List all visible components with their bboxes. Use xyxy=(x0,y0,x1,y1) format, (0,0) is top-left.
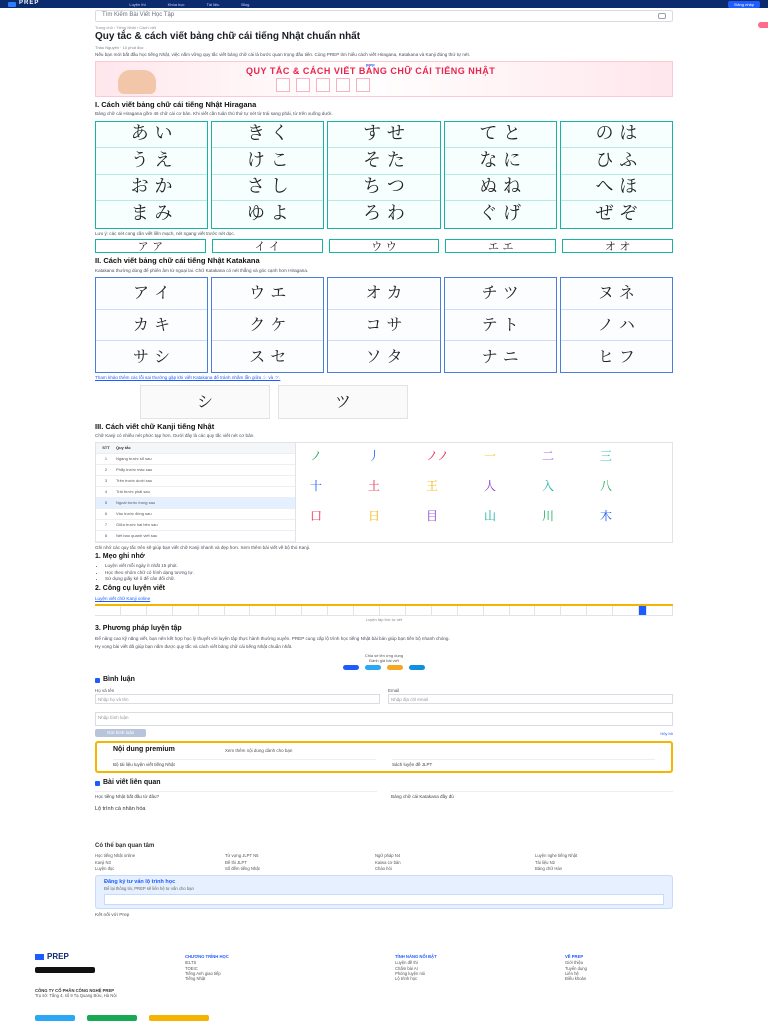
section-heading-katakana: II. Cách viết bảng chữ cái tiếng Nhật Katakana xyxy=(95,256,260,266)
consult-phone-input[interactable] xyxy=(104,894,664,905)
footer-col-programs: CHƯƠNG TRÌNH HỌC IELTS TOEIC Tiếng Anh giao tiếp Tiếng Nhật xyxy=(185,954,395,981)
stroke-example: 土 xyxy=(368,478,381,493)
footer-link[interactable]: Phòng luyện nói xyxy=(395,970,426,976)
stroke-example: 十 xyxy=(310,478,323,493)
footer-link[interactable]: Tuyển dụng xyxy=(565,965,587,971)
kana-row: て と xyxy=(445,122,556,149)
kanji-intro: Chữ Kanji có nhiều nét phức tạp hơn. Dưới đây là các quy tắc viết nét cơ bản. xyxy=(95,433,255,439)
stroke-example: 一 xyxy=(484,448,497,463)
tips-list xyxy=(105,563,673,582)
figure-tsu: ツ xyxy=(278,385,408,419)
certification-badge-icon[interactable] xyxy=(35,1015,75,1021)
page-title: Quy tắc & cách viết bảng chữ cái tiếng Nhật chuẩn nhất xyxy=(95,31,361,42)
footer-link[interactable]: Điều khoản xyxy=(565,976,587,981)
practice-marker[interactable] xyxy=(639,606,647,615)
kata-row: カ キ xyxy=(96,310,207,341)
kata-row: ス セ xyxy=(249,346,287,366)
company-address: Trụ sở: Tầng 4, số 9 Tạ Quang Bửu, Hà Nội xyxy=(35,993,117,999)
stroke-rules-table xyxy=(96,443,296,542)
footer-logo-icon xyxy=(35,954,44,960)
kata-row: ノ ハ xyxy=(561,310,672,341)
kata-cell xyxy=(444,277,557,373)
logo-icon xyxy=(8,2,16,7)
katakana-stroke-grid xyxy=(95,277,673,373)
kata-cell xyxy=(560,277,673,373)
stroke-example: 丿 xyxy=(368,448,381,463)
care-link[interactable]: Đề thi JLPT xyxy=(225,859,247,865)
company-name: CÔNG TY CỔ PHẦN CÔNG NGHỆ PREP xyxy=(35,988,115,993)
share-note: Đánh giá bài viết xyxy=(369,658,399,664)
kana-row: き く xyxy=(212,122,323,149)
table-row: 1 Ngang trước sổ sau xyxy=(96,454,295,465)
cancel-comment-button[interactable]: Hủy bỏ xyxy=(660,730,673,736)
kata-row: テ ト xyxy=(445,310,556,341)
table-row: 3 Trên trước dưới sau xyxy=(96,476,295,487)
search-input[interactable]: Tìm Kiếm Bài Viết Học Tập xyxy=(102,12,175,19)
care-link[interactable]: Chào hỏi xyxy=(375,865,392,871)
stroke-example: 王 xyxy=(426,478,439,493)
stroke-practice-bar[interactable] xyxy=(95,604,673,616)
kana-row: の は xyxy=(561,122,672,149)
tool-heading: 2. Công cụ luyện viết xyxy=(95,585,166,593)
table-header: STT Quy tắc xyxy=(96,443,295,454)
section-heading-hiragana: I. Cách viết bảng chữ cái tiếng Nhật Hiragana xyxy=(95,100,257,109)
prep-logo[interactable] xyxy=(8,0,39,8)
stroke-example: ノノ xyxy=(426,448,450,463)
personal-roadmap-label: Lộ trình cá nhân hóa xyxy=(95,805,146,812)
tool-link-row xyxy=(95,596,673,602)
footer-link[interactable]: IELTS xyxy=(185,960,197,966)
nav-item[interactable]: Luyện thi xyxy=(129,1,146,7)
related-heading: Bài viết liên quan xyxy=(95,779,673,788)
care-link[interactable]: Luyện đọc xyxy=(95,865,115,871)
comparison-figures xyxy=(140,385,673,419)
kana-row: ぬ ね xyxy=(445,175,556,202)
submit-comment-button[interactable]: Gửi bình luận xyxy=(95,729,146,737)
email-label: Email xyxy=(388,687,400,693)
footer-link[interactable]: Lộ trình học xyxy=(395,976,418,981)
stroke-example: 二 xyxy=(542,448,555,463)
certification-badge-icon[interactable] xyxy=(87,1015,137,1021)
tool-link[interactable]: Luyện viết chữ Kanji online xyxy=(95,595,151,601)
kana-strip xyxy=(95,239,673,253)
kata-row: ヒ フ xyxy=(597,346,635,366)
list-item: • Sử dụng giấy kẻ ô để cân đối chữ. xyxy=(105,576,673,582)
stroke-example: 木 xyxy=(600,508,613,523)
consult-subtitle: Để lại thông tin, PREP sẽ liên hệ tư vấn cho bạn xyxy=(104,885,194,891)
tips-heading: 1. Mẹo ghi nhớ xyxy=(95,553,145,561)
figure-caption: Luyện tập thứ tự nét xyxy=(365,617,403,623)
banner-brand: prep xyxy=(366,62,375,67)
kana-row: ひ ふ xyxy=(561,148,672,175)
kata-cell xyxy=(327,277,440,373)
katakana-intro: Katakana thường dùng để phiên âm từ ngoại lai. Chữ Katakana có nét thẳng và góc cạnh hơn Hiragana. xyxy=(95,267,309,273)
share-block xyxy=(95,653,673,670)
comments-heading: Bình luận xyxy=(95,676,673,685)
consult-title: Đăng ký tư vấn lộ trình học xyxy=(104,879,176,886)
facebook-share-icon[interactable] xyxy=(343,665,359,670)
messenger-share-icon[interactable] xyxy=(365,665,381,670)
strip-cell: ウ ウ xyxy=(329,239,440,253)
care-link[interactable]: Ngữ pháp N4 xyxy=(375,853,401,859)
certification-badge-icon[interactable] xyxy=(149,1015,209,1021)
kana-cell xyxy=(444,121,557,229)
kana-row: な に xyxy=(445,148,556,175)
stroke-rules-block xyxy=(95,442,673,543)
care-link[interactable]: Học tiếng Nhật online xyxy=(95,853,136,859)
footer-columns xyxy=(185,954,695,981)
login-button[interactable]: Đăng nhập xyxy=(728,1,760,8)
kana-cell xyxy=(211,121,324,229)
article-banner xyxy=(95,61,673,97)
kana-row: ぐ げ xyxy=(479,203,522,225)
top-nav xyxy=(129,2,249,7)
stroke-example: 人 xyxy=(484,478,497,493)
kata-row: ヌ ネ xyxy=(561,278,672,309)
article-intro: Nếu bạn mới bắt đầu học tiếng Nhật, việc nắm vững quy tắc viết bảng chữ cái là bước quan trọng đầu tiên. Cùng PREP tìm hiểu cách viết Hiragana, Katakana và Kanji đúng thứ tự nét. xyxy=(95,51,470,57)
care-link[interactable]: Luyện nghe tiếng Nhật xyxy=(535,853,578,859)
stroke-examples-figure xyxy=(296,443,672,542)
comment-form xyxy=(95,688,673,727)
strip-cell: オ オ xyxy=(562,239,673,253)
care-heading: Có thể bạn quan tâm xyxy=(95,842,155,849)
kana-row: う え xyxy=(96,148,207,175)
strip-cell: ア ア xyxy=(95,239,206,253)
kana-cell xyxy=(327,121,440,229)
kana-row: す せ xyxy=(328,122,439,149)
comment-textarea[interactable]: Nhập bình luận xyxy=(95,712,673,726)
footer-logo[interactable]: PREP xyxy=(35,952,735,962)
stroke-example: 川 xyxy=(542,508,555,523)
comment-actions xyxy=(95,729,673,737)
premium-item[interactable]: Bộ tài liệu luyện viết tiếng Nhật xyxy=(113,759,376,768)
footer xyxy=(35,952,735,1024)
table-row: 7 Giữa trước hai bên sau xyxy=(96,520,295,531)
table-row: 8 Nét bao quanh viết sau xyxy=(96,531,295,542)
katakana-note-link[interactable]: Tham khảo thêm các lỗi sai thường gặp khi viết Katakana để tránh nhầm lẫn giữa シ và ツ. xyxy=(95,375,281,381)
footer-link[interactable]: Tiếng Nhật xyxy=(185,976,206,981)
related-article-link[interactable]: Học tiếng Nhật bắt đầu từ đâu? xyxy=(95,791,377,800)
copy-link-icon[interactable] xyxy=(387,665,403,670)
search-bar[interactable] xyxy=(95,10,673,22)
kata-cell xyxy=(211,277,324,373)
stroke-example: 日 xyxy=(368,508,381,523)
care-link[interactable]: Từ vựng JLPT N5 xyxy=(225,853,259,859)
stroke-example: 八 xyxy=(600,478,613,493)
care-link[interactable]: Số đếm tiếng Nhật xyxy=(225,865,260,871)
kana-row: へ ほ xyxy=(561,175,672,202)
kana-cell xyxy=(95,121,208,229)
list-item: • Luyện viết mỗi ngày ít nhất 15 phút. xyxy=(105,563,673,569)
share-label: Chia sẻ lên ứng dụng xyxy=(364,653,404,659)
article-column xyxy=(95,10,673,919)
table-row: 2 Phẩy trước mác sau xyxy=(96,465,295,476)
top-navbar xyxy=(0,0,768,8)
logo-text: PREP xyxy=(19,0,40,7)
premium-subtitle: Xem thêm nội dung dành cho bạn xyxy=(224,747,293,753)
footer-col-features: TÍNH NĂNG NỔI BẬT Luyện đề thi Chấm bài AI Phòng luyện nói Lộ trình học xyxy=(395,954,565,981)
email-field-group xyxy=(388,688,673,705)
footer-link[interactable]: Liên hệ xyxy=(565,970,579,976)
kata-row: ナ ニ xyxy=(481,346,519,366)
kana-row: け こ xyxy=(212,148,323,175)
related-icon xyxy=(95,781,100,786)
nav-item[interactable]: Tài liệu xyxy=(206,1,220,7)
strip-cell: エ エ xyxy=(445,239,556,253)
app-store-badge[interactable] xyxy=(35,967,95,973)
kana-row: あ い xyxy=(96,122,207,149)
stroke-example: 三 xyxy=(600,448,613,463)
stroke-example: ノ xyxy=(310,448,323,463)
premium-title: Nội dung premium xyxy=(113,746,175,754)
care-links-grid xyxy=(95,853,673,871)
comment-icon xyxy=(95,678,100,683)
premium-items xyxy=(113,759,655,768)
article-meta: Thảo Nguyên · 10 phút đọc xyxy=(95,44,144,50)
kata-cell xyxy=(95,277,208,373)
banner-title: QUY TẮC & CÁCH VIẾT BẢNG CHỮ CÁI TIẾNG NHẬT xyxy=(246,66,496,76)
kana-row: ち つ xyxy=(328,175,439,202)
footer-link[interactable]: Giới thiệu xyxy=(565,960,584,966)
email-input[interactable]: Nhập địa chỉ email xyxy=(388,694,673,704)
premium-content-box xyxy=(95,741,673,773)
care-link[interactable]: Kanji N3 xyxy=(95,859,111,865)
company-info xyxy=(35,988,235,999)
kata-row: コ サ xyxy=(328,310,439,341)
kata-row: ウ エ xyxy=(212,278,323,309)
care-link[interactable]: Tài liệu N2 xyxy=(535,859,556,865)
kata-row: チ ツ xyxy=(445,278,556,309)
footer-link[interactable]: Tiếng Anh giao tiếp xyxy=(185,970,221,976)
share-buttons xyxy=(95,665,673,670)
hand-illustration-icon xyxy=(118,70,156,94)
kana-row: ま み xyxy=(130,203,173,225)
section-heading-kanji: III. Cách viết chữ Kanji tiếng Nhật xyxy=(95,421,215,431)
kana-row: ろ わ xyxy=(363,203,405,225)
footer-col-about: VỀ PREP Giới thiệu Tuyển dụng Liên hệ Điều khoản xyxy=(565,954,695,981)
zalo-share-icon[interactable] xyxy=(409,665,425,670)
certification-badges xyxy=(35,1015,209,1021)
footer-link[interactable]: Chấm bài AI xyxy=(395,965,418,971)
nav-item[interactable]: Blog xyxy=(241,1,250,7)
name-field-group xyxy=(95,688,380,705)
kata-row: サ シ xyxy=(133,346,171,366)
hiragana-stroke-grid xyxy=(95,121,673,229)
stroke-example: 山 xyxy=(484,508,497,523)
premium-item[interactable]: Sách luyện đề JLPT xyxy=(392,759,655,768)
footer-link[interactable]: Luyện đề thi xyxy=(395,960,418,966)
practice-text-2: Hy vọng bài viết đã giúp bạn nắm được quy tắc và cách viết bảng chữ cái tiếng Nhật chuẩn nhất. xyxy=(95,643,293,649)
kana-row: ぜ ぞ xyxy=(595,203,638,225)
hiragana-intro: Bảng chữ cái Hiragana gồm 46 chữ cái cơ bản. Khi viết cần tuân thủ thứ tự nét từ trái sang phải, từ trên xuống dưới. xyxy=(95,111,333,117)
kana-row: ゆ よ xyxy=(246,203,289,225)
kana-row: さ し xyxy=(212,175,323,202)
related-articles xyxy=(95,791,673,800)
table-row: 4 Trái trước phải sau xyxy=(96,487,295,498)
nav-item[interactable]: Khóa học xyxy=(167,1,185,7)
banner-char-cards xyxy=(276,78,370,92)
name-input[interactable]: Nhập họ và tên xyxy=(95,694,380,704)
kanji-note: Ghi nhớ các quy tắc trên sẽ giúp bạn viết chữ Kanji nhanh và đẹp hơn. Xem thêm bài viết về bộ thủ Kanji. xyxy=(95,544,311,550)
kata-row: ア イ xyxy=(96,278,207,309)
search-icon[interactable] xyxy=(658,13,666,19)
stroke-example: 目 xyxy=(426,508,439,523)
strip-cell: イ イ xyxy=(212,239,323,253)
stroke-example: 入 xyxy=(542,478,555,493)
kana-cell xyxy=(560,121,673,229)
table-row: 6 Vào trước đóng sau xyxy=(96,509,295,520)
related-article-link[interactable]: Bảng chữ cái Katakana đầy đủ xyxy=(391,791,673,800)
kana-row: お か xyxy=(96,175,207,202)
connect-label: Kết nối với Prep xyxy=(95,913,130,919)
katakana-note xyxy=(95,375,673,381)
kata-row: ク ケ xyxy=(212,310,323,341)
practice-heading: 3. Phương pháp luyện tập xyxy=(95,625,182,633)
floating-contact-tab[interactable] xyxy=(758,22,768,28)
table-row: 5 Ngoài trước trong sau xyxy=(96,498,295,509)
breadcrumb[interactable]: Trang chủ › Tiếng Nhật › Cách viết xyxy=(95,25,156,30)
practice-text: Để nâng cao kỹ năng viết, bạn nên kết hợp học lý thuyết với luyện tập thực hành thường xuyên. PREP cung cấp lộ trình học tiếng Nhật bài bản giúp bạn tiến bộ nhanh chóng. xyxy=(95,636,450,642)
care-link[interactable]: Bảng chữ Hán xyxy=(535,865,563,871)
name-label: Họ và tên xyxy=(95,687,115,693)
list-item: • Học theo nhóm chữ có hình dạng tương tự. xyxy=(105,570,673,576)
kana-row: そ た xyxy=(328,148,439,175)
hiragana-note: Lưu ý: các nét cong cần viết liền mạch, nét ngang viết trước nét dọc. xyxy=(95,230,235,236)
stroke-example: 口 xyxy=(310,508,323,523)
figure-shi: シ xyxy=(140,385,270,419)
premium-header xyxy=(113,746,655,755)
kata-row: オ カ xyxy=(328,278,439,309)
care-link[interactable]: Kaiwa cơ bản xyxy=(375,859,401,865)
kata-row: ソ タ xyxy=(365,346,403,366)
footer-link[interactable]: TOEIC xyxy=(185,965,198,971)
consult-form xyxy=(95,875,673,909)
